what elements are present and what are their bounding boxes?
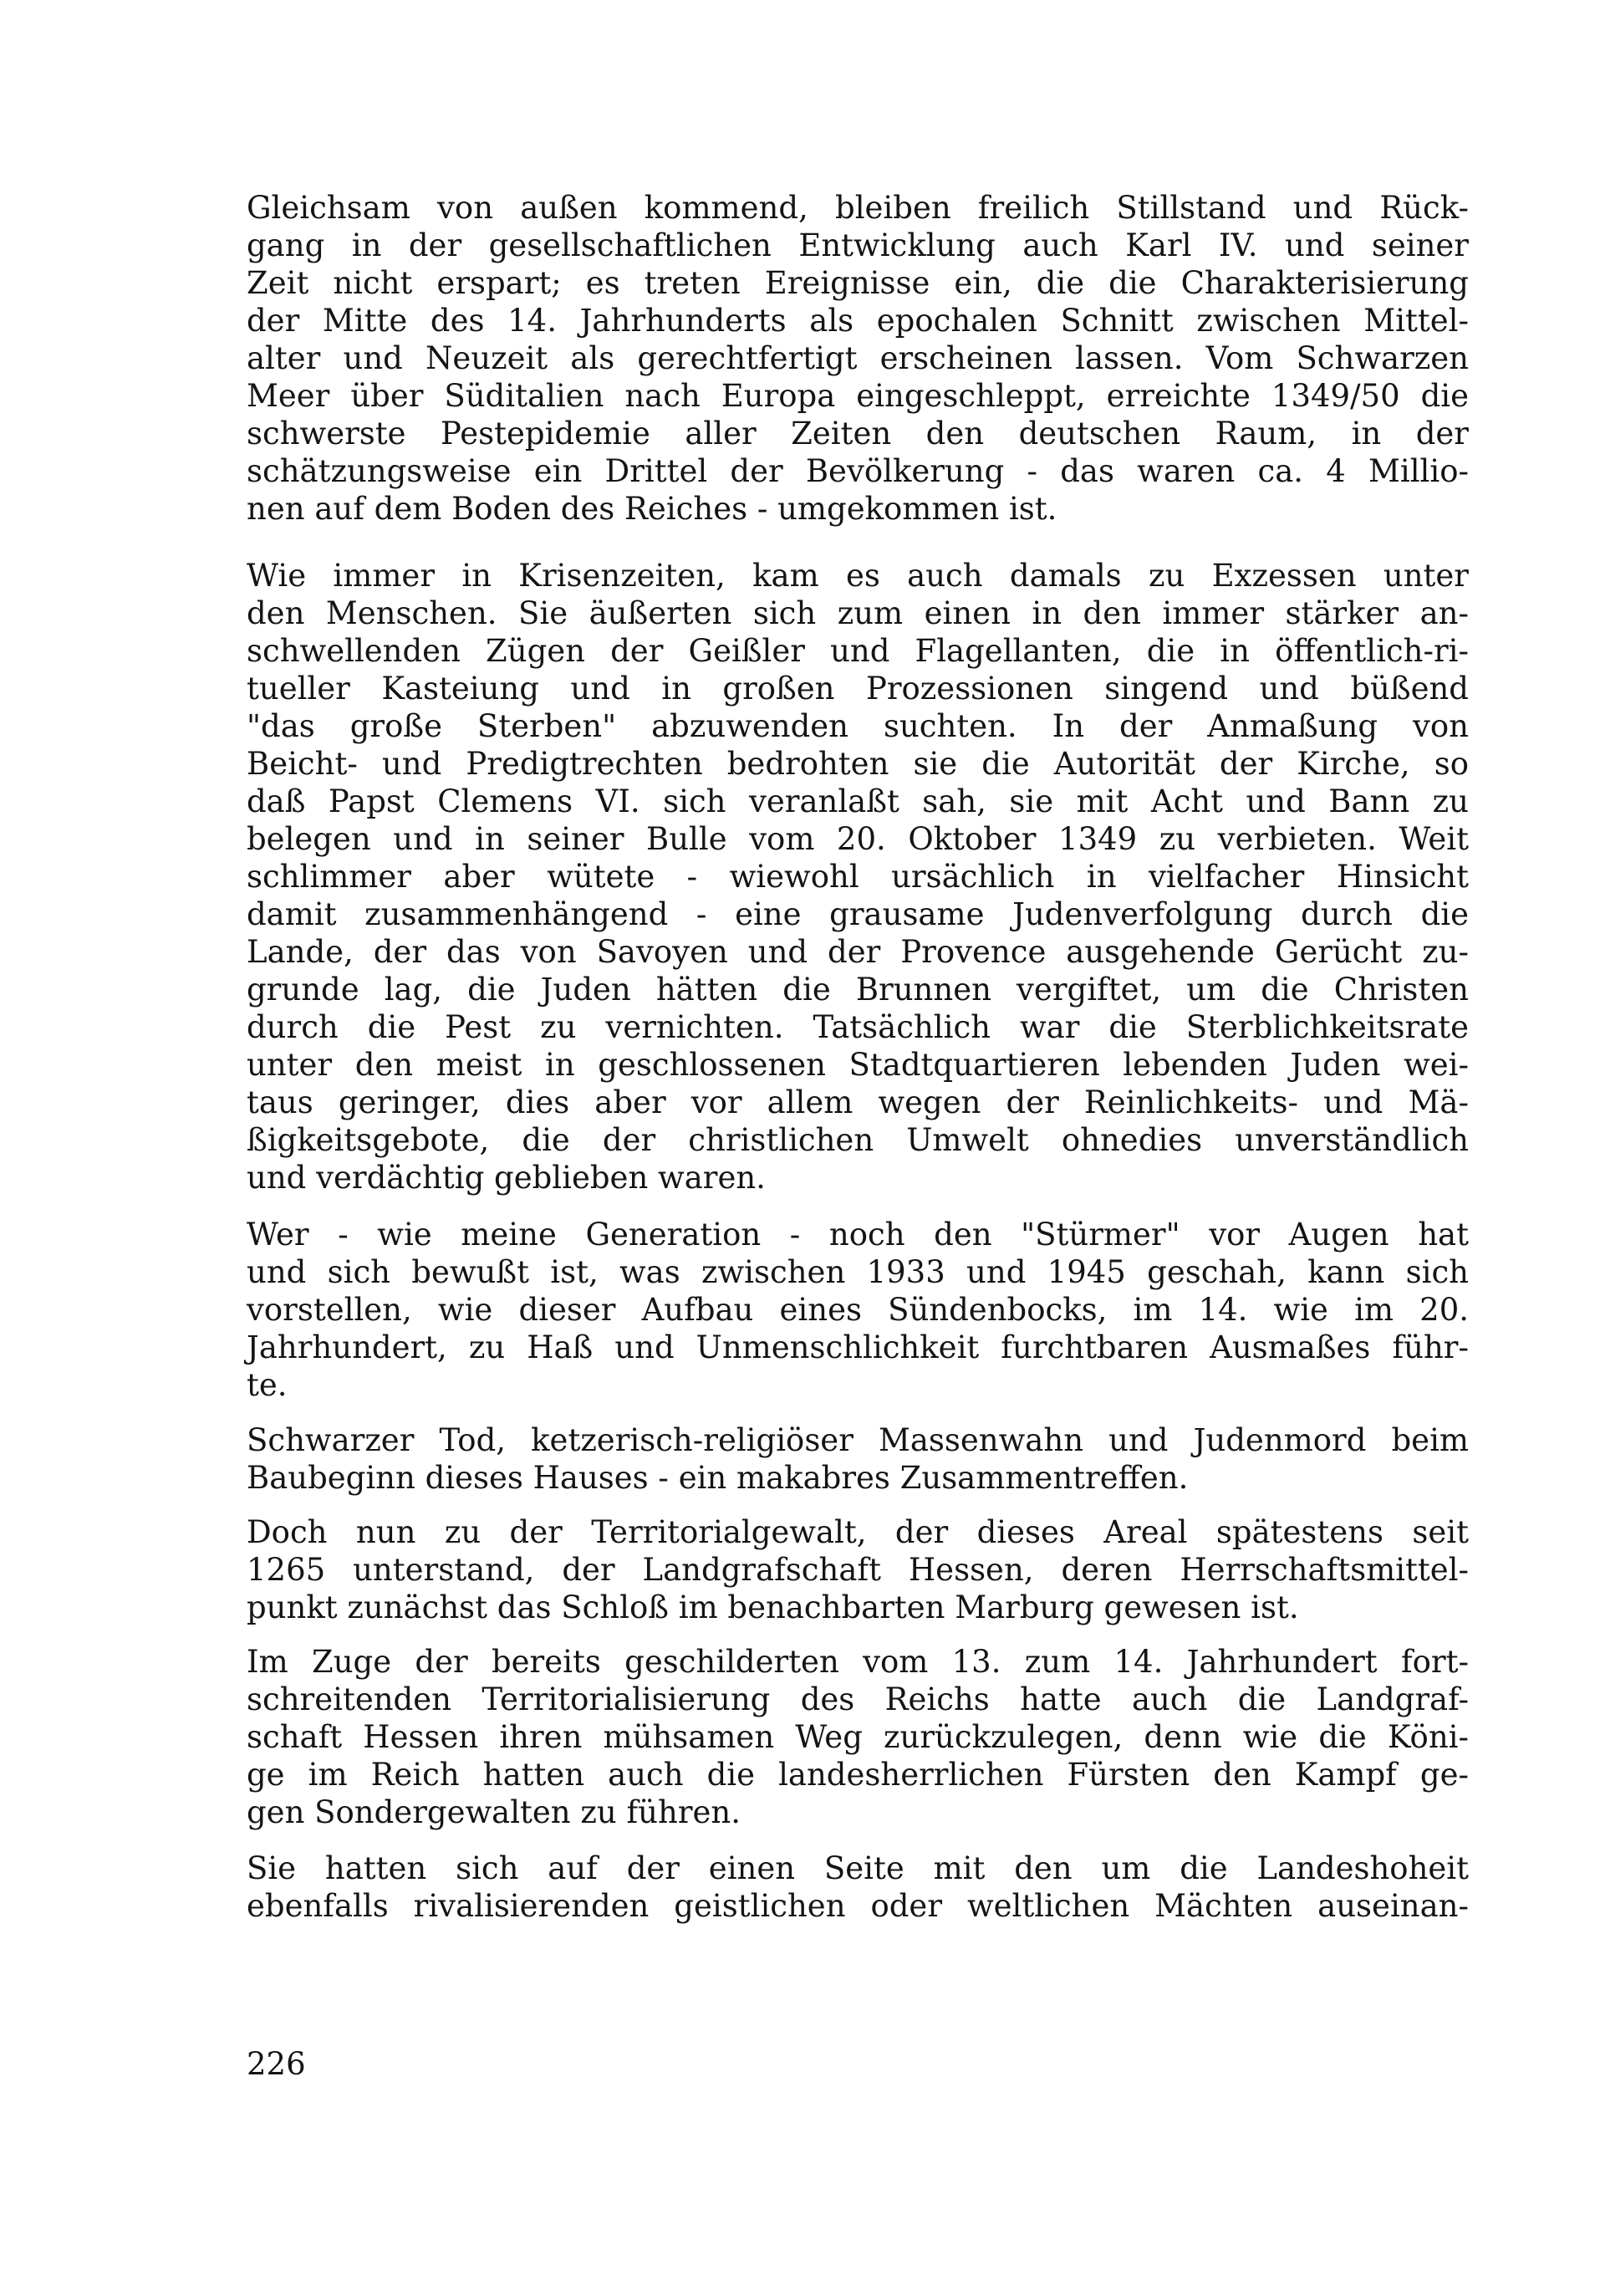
text-line: punkt zunächst das Schloß im benachbarten Marburg gewesen ist. [247,1589,1299,1625]
paragraph-generation [247,1216,1469,1404]
paragraph-persecution [247,557,1469,1196]
paragraph-territorial-power [247,1513,1469,1626]
text-line: durch die Pest zu vernichten. Tatsächlich war die Sterblichkeitsrate [247,1009,1469,1045]
text-line: gang in der gesellschaftlichen Entwicklung auch Karl IV. und seiner [247,227,1469,263]
paragraph-rivals [247,1850,1469,1925]
text-line: Baubeginn dieses Hauses - ein makabres Zusammentreffen. [247,1460,1189,1496]
text-line: und verdächtig geblieben waren. [247,1160,766,1196]
text-line: Beicht- und Predigtrechten bedrohten sie die Autorität der Kirche, so [247,746,1469,782]
text-line: Schwarzer Tod, ketzerisch-religiöser Massenwahn und Judenmord beim [247,1422,1469,1458]
paragraph-black-death [247,189,1469,528]
paragraph-territorialization [247,1643,1469,1831]
text-line: ge im Reich hatten auch die landesherrlichen Fürsten den Kampf ge- [247,1757,1469,1793]
text-line: alter und Neuzeit als gerechtfertigt erscheinen lassen. Vom Schwarzen [247,340,1469,376]
text-line: und sich bewußt ist, was zwischen 1933 und 1945 geschah, kann sich [247,1254,1469,1290]
text-line: belegen und in seiner Bulle vom 20. Oktober 1349 zu verbieten. Weit [247,821,1469,857]
text-line: Sie hatten sich auf der einen Seite mit den um die Landeshoheit [247,1850,1469,1886]
text-line: Doch nun zu der Territorialgewalt, der dieses Areal spätestens seit [247,1514,1469,1550]
paragraph-summary [247,1421,1469,1497]
text-line: damit zusammenhängend - eine grausame Judenverfolgung durch die [247,896,1469,932]
text-line: Zeit nicht erspart; es treten Ereignisse ein, die die Charakterisierung [247,265,1469,301]
text-line: tueller Kasteiung und in großen Prozessionen singend und büßend [247,671,1469,707]
text-line: schwerste Pestepidemie aller Zeiten den deutschen Raum, in der [247,416,1469,452]
text-line: schreitenden Territorialisierung des Reichs hatte auch die Landgraf- [247,1681,1469,1717]
text-line: grunde lag, die Juden hätten die Brunnen vergiftet, um die Christen [247,972,1469,1008]
text-line: "das große Sterben" abzuwenden suchten. In der Anmaßung von [247,708,1469,744]
text-line: Lande, der das von Savoyen und der Provence ausgehende Gerücht zu- [247,934,1469,970]
text-line: ebenfalls rivalisierenden geistlichen oder weltlichen Mächten auseinan- [247,1888,1469,1924]
text-line: te. [247,1367,288,1403]
text-line: ßigkeitsgebote, die der christlichen Umwelt ohnedies unverständlich [247,1122,1469,1158]
text-line: schaft Hessen ihren mühsamen Weg zurückzulegen, denn wie die Köni- [247,1719,1469,1755]
text-line: Wer - wie meine Generation - noch den "Stürmer" vor Augen hat [247,1217,1469,1253]
text-line: 1265 unterstand, der Landgrafschaft Hessen, deren Herrschaftsmittel- [247,1552,1469,1588]
text-line: daß Papst Clemens VI. sich veranlaßt sah, sie mit Acht und Bann zu [247,783,1469,819]
text-line: schwellenden Zügen der Geißler und Flagellanten, die in öffentlich-ri- [247,633,1469,669]
text-line: Gleichsam von außen kommend, bleiben freilich Stillstand und Rück- [247,190,1469,226]
text-line: Meer über Süditalien nach Europa eingeschleppt, erreichte 1349/50 die [247,378,1469,414]
text-line: gen Sondergewalten zu führen. [247,1794,741,1830]
text-line: Im Zuge der bereits geschilderten vom 13. zum 14. Jahrhundert fort- [247,1644,1469,1680]
text-line: Wie immer in Krisenzeiten, kam es auch damals zu Exzessen unter [247,558,1469,594]
text-line: Jahrhundert, zu Haß und Unmenschlichkeit furchtbaren Ausmaßes führ- [247,1329,1469,1365]
text-line: schlimmer aber wütete - wiewohl ursächlich in vielfacher Hinsicht [247,859,1469,895]
page-number: 226 [247,2046,306,2082]
text-line: vorstellen, wie dieser Aufbau eines Sündenbocks, im 14. wie im 20. [247,1292,1469,1328]
text-line: der Mitte des 14. Jahrhunderts als epochalen Schnitt zwischen Mittel- [247,303,1469,339]
text-line: schätzungsweise ein Drittel der Bevölkerung - das waren ca. 4 Millio- [247,453,1469,489]
text-line: unter den meist in geschlossenen Stadtquartieren lebenden Juden wei- [247,1047,1469,1083]
text-line: nen auf dem Boden des Reiches - umgekommen ist. [247,491,1057,527]
text-line: den Menschen. Sie äußerten sich zum einen in den immer stärker an- [247,595,1469,631]
text-line: taus geringer, dies aber vor allem wegen der Reinlichkeits- und Mä- [247,1084,1469,1120]
